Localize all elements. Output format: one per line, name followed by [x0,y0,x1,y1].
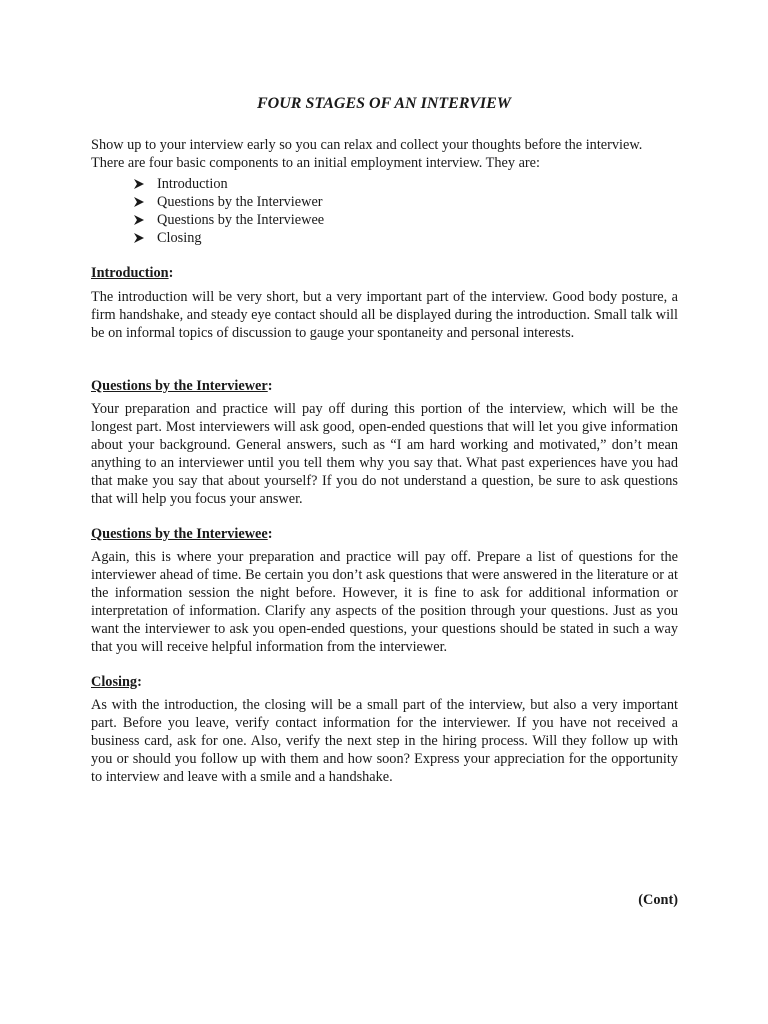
section-heading-label: Introduction [91,265,169,281]
section-heading-interviewee [91,525,272,543]
section-heading-introduction [91,264,173,282]
section-heading-label: Closing [91,674,138,690]
section-heading-colon: : [267,526,273,542]
stages-bullet-list [134,175,324,247]
section-body-introduction: The introduction will be very short, but a very important part of the interview. Good body posture, a firm handshake, and steady eye contact should all be displayed during the introduction. Small talk will be on informal topics of discussion to gauge your spontaneity and personal interests. [91,289,678,341]
section-heading-colon: : [267,378,273,394]
section-heading-label: Questions by the Interviewer [91,378,268,394]
list-item [134,229,324,247]
section-heading-interviewer [91,377,272,395]
section-body-interviewee: Again, this is where your preparation and practice will pay off. Prepare a list of questions for the interviewer ahead of time. Be certain you don’t ask questions that were answered in the literature or at the information session the night before. However, it is fine to ask for additional information or interpretation of information. Clarify any aspects of the position through your questions. Just as you want the interviewer to ask you open-ended questions, your questions should be stated in such a way that you will receive helpful information from the interviewer. [91,549,678,655]
section-heading-colon: : [137,674,142,690]
section-heading-closing [91,673,142,691]
intro-paragraph: Show up to your interview early so you can relax and collect your thoughts before the interview. There are four basic components to an initial employment interview. They are: [91,137,643,171]
section-body-interviewer: Your preparation and practice will pay off during this portion of the interview, which will be the longest part. Most interviewers will ask good, open-ended questions that will let you give information about your background. General answers, such as “I am hard working and motivated,” don’t mean anything to an interviewer until you tell them why you say that. What past experiences have you had that make you say that about yourself? If you do not understand a question, be sure to ask questions that will help you focus your answer. [91,401,678,507]
arrowhead-bullet-icon [134,215,144,225]
document-title: FOUR STAGES OF AN INTERVIEW [256,95,511,112]
bullet-label: Closing [157,230,202,246]
bullet-label: Questions by the Interviewee [157,212,325,228]
bullet-label: Introduction [157,176,228,192]
list-item [134,211,324,229]
arrowhead-bullet-icon [134,233,144,243]
list-item [134,175,324,193]
bullet-label: Questions by the Interviewer [157,194,323,210]
list-item [134,193,324,211]
section-body-closing: As with the introduction, the closing will be a small part of the interview, but also a very important part. Before you leave, verify contact information for the interviewer. If you have not received a business card, ask for one. Also, verify the next step in the hiring process. Will they follow up with you or should you follow up with them and how soon? Express your appreciation for the opportunity to interview and leave with a smile and a handshake. [91,697,678,785]
section-heading-colon: : [168,265,174,281]
arrowhead-bullet-icon [134,197,144,207]
continued-label: (Cont) [638,892,678,908]
section-heading-label: Questions by the Interviewee [91,526,268,542]
arrowhead-bullet-icon [134,179,144,189]
